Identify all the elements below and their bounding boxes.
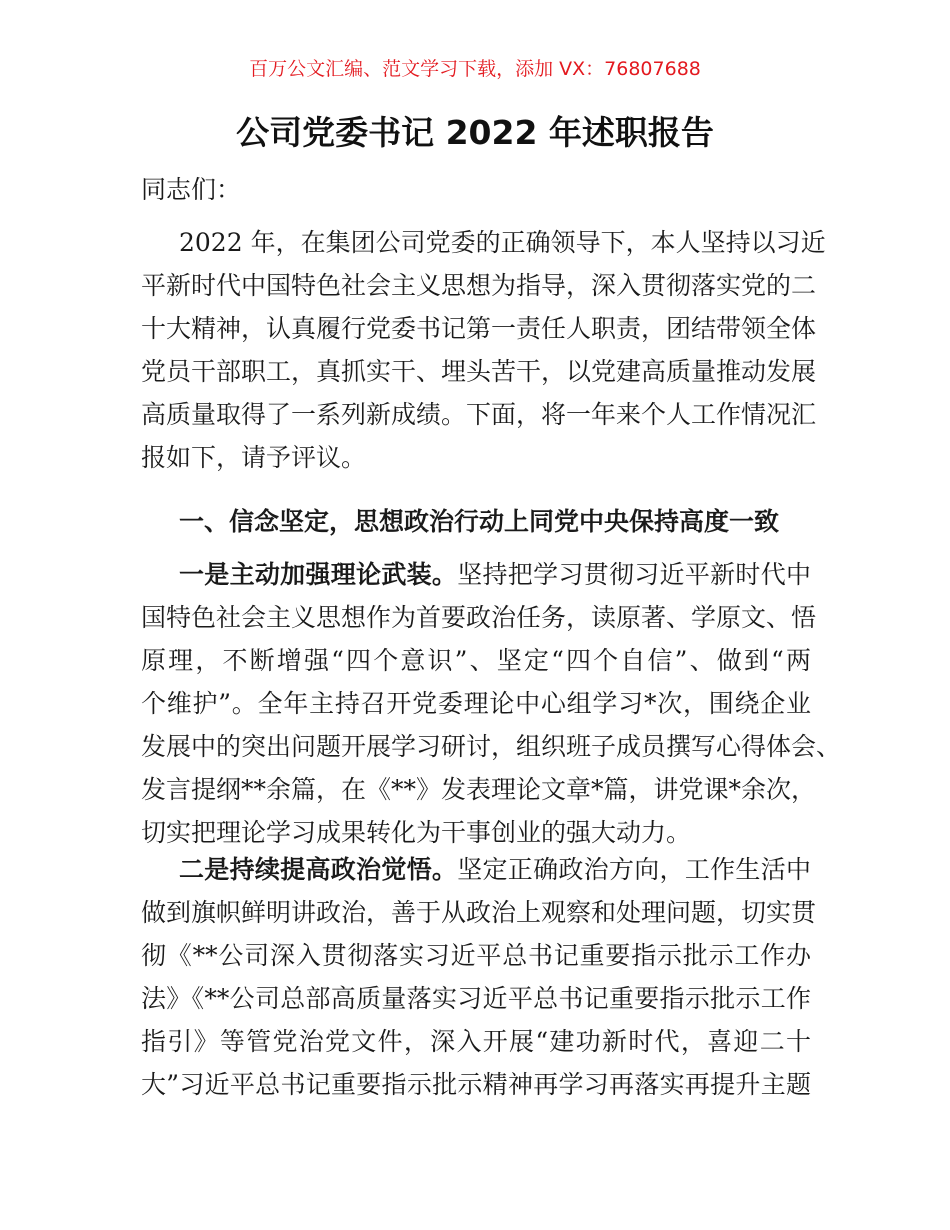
paragraph-line: [141, 848, 811, 891]
document-title: 公司党委书记 2022 年述职报告: [236, 113, 714, 152]
paragraph-line: 高质量取得了一系列新成绩。下面，将一年来个人工作情况汇: [141, 400, 817, 429]
paragraph-politics: [141, 848, 817, 1106]
paragraph-line: 2022 年，在集团公司党委的正确领导下，本人坚持以习近: [179, 228, 826, 257]
paragraph-line: 彻《**公司深入贯彻落实习近平总书记重要指示批示工作办: [141, 941, 811, 970]
paragraph-line: 大”习近平总书记重要指示批示精神再学习再落实再提升主题: [141, 1070, 811, 1099]
paragraph-text: 坚定正确政治方向，工作生活中: [457, 855, 811, 884]
paragraph-line: 发展中的突出问题开展学习研讨，组织班子成员撰写心得体会、: [141, 732, 842, 761]
paragraph-line: 个维护”。全年主持召开党委理论中心组学习*次，围绕企业: [141, 689, 811, 718]
paragraph-theory: [141, 553, 842, 854]
paragraph-line: 国特色社会主义思想作为首要政治任务，读原著、学原文、悟: [141, 603, 817, 632]
paragraph-line: 原理，不断增强“四个意识”、坚定“四个自信”、做到“两: [141, 646, 811, 675]
paragraph-line: 切实把理论学习成果转化为干事创业的强大动力。: [141, 818, 692, 847]
paragraph-line: 报如下，请予评议。: [141, 443, 367, 472]
paragraph-line: 平新时代中国特色社会主义思想为指导，深入贯彻落实党的二: [141, 271, 817, 300]
paragraph-line: 法》《**公司总部高质量落实习近平总书记重要指示批示工作: [141, 984, 811, 1013]
paragraph-line: 党员干部职工，真抓实干、埋头苦干，以党建高质量推动发展: [141, 357, 817, 386]
greeting-text: 同志们：: [141, 175, 242, 204]
paragraph-lead: 二是持续提高政治觉悟。: [179, 855, 458, 884]
greeting: [141, 168, 811, 211]
paragraph-lead: 一是主动加强理论武装。: [179, 560, 458, 589]
paragraph-line: [141, 553, 811, 596]
watermark-banner: 百万公文汇编、范文学习下载，添加 VX：76807688: [249, 58, 701, 80]
paragraph-line: 发言提纲**余篇，在《**》发表理论文章*篇，讲党课*余次，: [141, 775, 817, 804]
paragraph-text: 坚持把学习贯彻习近平新时代中: [457, 560, 811, 589]
section-heading-text: 一、信念坚定，思想政治行动上同党中央保持高度一致: [179, 507, 780, 536]
paragraph-line: 做到旗帜鲜明讲政治，善于从政治上观察和处理问题，切实贯: [141, 898, 817, 927]
paragraph-line: 十大精神，认真履行党委书记第一责任人职责，团结带领全体: [141, 314, 817, 343]
paragraph-intro: [141, 221, 826, 479]
paragraph-line: 指引》等管党治党文件，深入开展“建功新时代，喜迎二十: [141, 1027, 811, 1056]
section-heading-1: [141, 500, 811, 543]
